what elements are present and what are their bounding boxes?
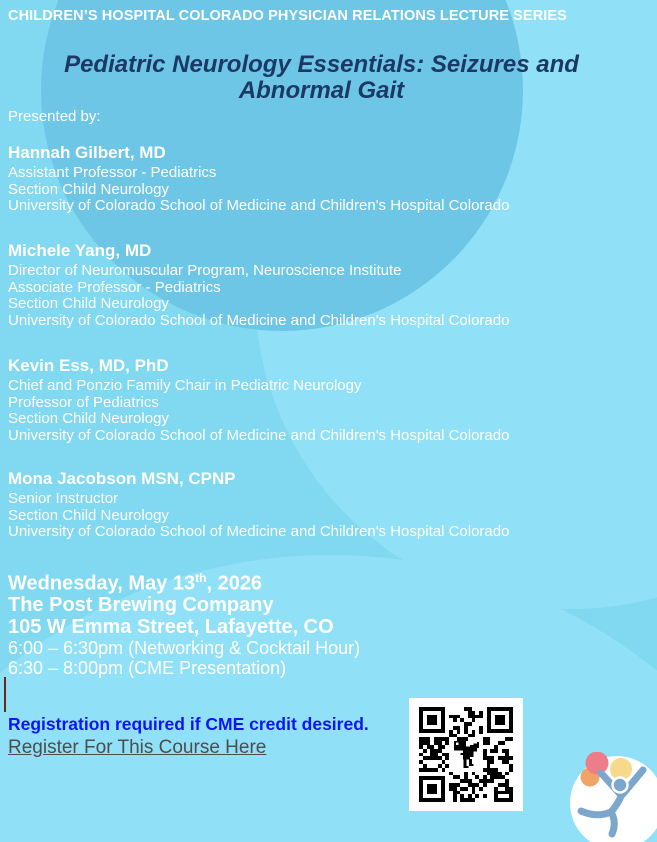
event-address: 105 W Emma Street, Lafayette, CO (8, 615, 334, 638)
qr-finder-top-left (419, 707, 445, 733)
event-date-main: Wednesday, May 13 (8, 572, 196, 595)
presented-by-label: Presented by: (8, 108, 101, 125)
presenter-role: Professor of Pediatrics (8, 393, 159, 411)
series-header: CHILDREN’S HOSPITAL COLORADO PHYSICIAN RELATIONS LECTURE SERIES (8, 8, 567, 24)
presenter-name: Mona Jacobson MSN, CPNP (8, 469, 236, 488)
event-time-cme: 6:30 – 8:00pm (CME Presentation) (8, 658, 287, 679)
qr-code (409, 698, 523, 811)
lecture-title (0, 52, 643, 104)
presenter-name: Hannah Gilbert, MD (8, 143, 166, 162)
event-venue: The Post Brewing Company (8, 594, 274, 617)
presenter-block-mona-jacobson (8, 469, 509, 541)
lecture-title-line1: Pediatric Neurology Essentials: Seizures and (64, 51, 579, 78)
presenter-block-hannah-gilbert (8, 143, 509, 215)
text-caret (4, 677, 6, 712)
presenter-block-kevin-ess (8, 356, 509, 444)
presenter-affiliation: University of Colorado School of Medicine and Children's Hospital Colorado (8, 426, 510, 444)
presenter-block-michele-yang (8, 241, 509, 329)
presenter-role: Director of Neuromuscular Program, Neuroscience Institute (8, 262, 402, 279)
presenter-affiliation: University of Colorado School of Medicine and Children's Hospital Colorado (8, 311, 510, 329)
presenter-affiliation: University of Colorado School of Medicine and Children's Hospital Colorado (8, 523, 510, 540)
qr-finder-top-right (487, 707, 513, 733)
childrens-hospital-colorado-logo (567, 752, 657, 842)
event-details (8, 568, 360, 678)
presenter-section: Section Child Neurology (8, 506, 169, 524)
dino-icon (454, 741, 480, 769)
presenter-role: Senior Instructor (8, 490, 119, 507)
event-date (8, 568, 360, 595)
registration-note: Registration required if CME credit desired. (8, 714, 369, 734)
event-date-year: , 2026 (206, 572, 263, 595)
child-head (613, 778, 628, 793)
qr-finder-bottom-left (419, 776, 445, 802)
lecture-title-line2: Abnormal Gait (238, 77, 405, 104)
presenter-role: Chief and Ponzio Family Chair in Pediatric Neurology (8, 377, 362, 394)
register-link[interactable]: Register For This Course Here (8, 737, 267, 758)
presenter-affiliation: University of Colorado School of Medicine and Children's Hospital Colorado (8, 197, 510, 214)
date-ordinal-suffix: th (195, 571, 207, 585)
presenter-section: Section Child Neurology (8, 410, 169, 427)
presenter-name: Michele Yang, MD (8, 241, 152, 260)
presenter-role: Assistant Professor - Pediatrics (8, 164, 217, 181)
balloon-pink (586, 752, 609, 775)
presenter-section: Section Child Neurology (8, 295, 169, 312)
event-time-networking: 6:00 – 6:30pm (Networking & Cocktail Hour) (8, 638, 361, 659)
presenter-section: Section Child Neurology (8, 180, 169, 198)
presenter-role: Associate Professor - Pediatrics (8, 278, 221, 296)
presenter-name: Kevin Ess, MD, PhD (8, 356, 169, 375)
